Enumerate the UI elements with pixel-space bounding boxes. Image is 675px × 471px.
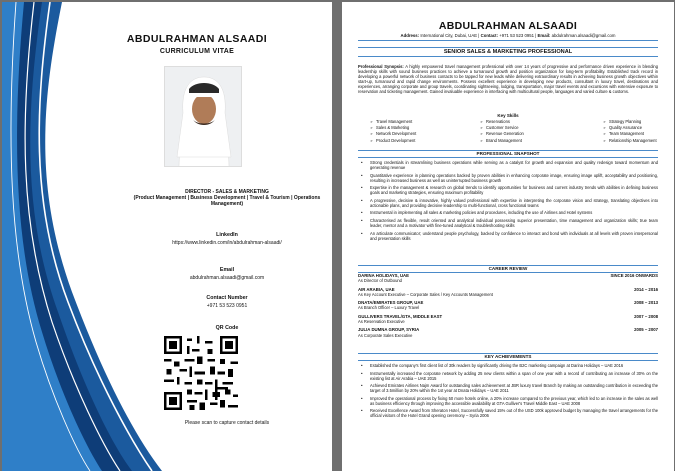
snapshot-item: • An articulate communicator; understand people psychology, backed by confidence to interact and bond with individuals at all levels with proven interpersonal and presentation skills — [358, 231, 658, 241]
skill-item: ➢ Reservations — [480, 119, 603, 125]
skill-item: ➢ Customer Service — [480, 125, 603, 131]
job-company: DARINA HOLIDAYS, UAE — [358, 273, 410, 278]
skill-item: ➢ Relationship Management — [603, 138, 663, 144]
skill-item: ➢ Sales & Marketing — [370, 125, 480, 131]
contact-block — [127, 295, 327, 309]
snapshot-item: • Quantitative experience in planning operations backed by proven abilities in enhancing corporate image, ensuring image uplift, acceptability and positioning, resulting in increased business as well as uninterrupted business growth — [358, 173, 658, 183]
profile-photo-icon — [165, 67, 242, 167]
skill-item: ➢ Revenue Generation — [480, 131, 603, 137]
skill-item: ➢ Team Management — [603, 131, 663, 137]
phone-value: +971 53 523 0951 — [499, 33, 535, 38]
email-label: Email — [219, 267, 235, 273]
email-value[interactable]: abdulrahman.alsaadi@gmail.com — [551, 33, 616, 38]
snapshot-item: • Characterised as flexible, result oriented and analytical individual possessing superior presentation, time management and organization skills; true team leader, mentor and a motivator with fine-tuned analytical & troubleshooting skills — [358, 218, 658, 228]
achievements-list — [358, 363, 658, 421]
achievement-item: • Established the company's first client list of 30k readers by significantly driving the B2C marketing campaign at Darina Holidays – UAE 2016 — [358, 363, 658, 368]
snapshot-item: • Expertise in the management & research on global trends to identify opportunities for business and current industry trends with abilities in defining business goals and marketing strategies, ensuring maximum profitability — [358, 185, 658, 195]
job-company: GULLIVERS TRAVEL/GTA, MIDDLE EAST — [358, 313, 443, 319]
job-entry — [358, 287, 658, 297]
cover-name: ABDULRAHMAN ALSAADI — [126, 33, 268, 45]
career-bar: CAREER REVIEW — [358, 265, 658, 273]
cover-page — [2, 2, 332, 471]
job-dates: 2008 – 2013 — [634, 300, 658, 306]
job-dates: 2005 – 2007 — [634, 327, 658, 333]
qr-caption: Please scan to capture contact details — [184, 420, 270, 426]
job-company: AIR ARABIA, UAE — [358, 286, 395, 292]
email-block — [127, 267, 327, 281]
key-skills-title: Key Skills — [497, 113, 519, 118]
cover-subtitle: CURRICULUM VITAE — [159, 48, 235, 55]
qr-code-icon — [164, 336, 238, 410]
achievement-item: • Instrumentally increased the corporate network by adding 25 new clients within a span of one year with a record of contributing an increase of 30% on the existing list at Air Arabia – UAE 2015 — [358, 371, 658, 381]
achievement-item: • Improved the operational process by fixing 50 more hotels online, a 20% increase compared to the previous year, which led to an increase in the sales as well as business efficiency through improving the accessible availability at GTA Gulliver's Travel Middle East – UAE 2008 — [358, 396, 658, 406]
contact-line: Address: International City, Dubai, UAE | Contact: +971 53 523 0951 | Email: abdulrahman.alsaadi@gmail.com — [400, 33, 616, 38]
address-label: Address: — [400, 33, 420, 38]
cover-role-block — [127, 189, 327, 208]
snapshot-item: • A progressive, decisive & innovative, highly valued professional with expertise in interpreting the corporate vision and strategy, translating objectives into actionable plans, and providing decisive leadership to multi-functional, cross functional teams — [358, 198, 658, 208]
snapshot-item: • Strong credentials in streamlining business operations while serving as a catalyst for growth and expansion and quality redesign toward momentum and generating revenue — [358, 160, 658, 170]
snapshot-item: • Instrumental in implementing all sales & marketing policies and procedures, including the use of Airlines and Hotel systems — [358, 210, 658, 215]
phone-number: +971 53 523 0951 — [206, 303, 248, 310]
synopsis-label: Professional Synopsis: — [358, 64, 404, 69]
cover-role: DIRECTOR - SALES & MARKETING — [185, 189, 269, 195]
header-divider — [358, 40, 658, 41]
skill-item: ➢ Product Development — [370, 138, 480, 144]
job-dates: 2014 – 2016 — [634, 286, 658, 292]
contact-label: Contact Number — [206, 295, 248, 301]
address-value: International City, Dubai, UAE — [420, 33, 478, 38]
job-entry — [358, 314, 658, 324]
headline-bar: SENIOR SALES & MARKETING PROFESSIONAL — [358, 47, 658, 57]
key-skills-grid — [370, 119, 660, 144]
achievement-item: • Received Excellence Award from Sheraton Hotel, Successfully saved 15% out of the USD 100k approved budget by managing the travel arrangements for the official visitors of the Hotel Grand opening ceremony – Syria 2006 — [358, 408, 658, 418]
job-dates: 2007 – 2008 — [634, 313, 658, 319]
linkedin-label: LinkedIn — [216, 232, 238, 238]
job-company: JULIA DUMNA GROUP, SYRIA — [358, 327, 420, 333]
achievements-bar: KEY ACHIEVEMENTS — [358, 353, 658, 361]
job-entry — [358, 327, 658, 337]
linkedin-block — [127, 232, 327, 246]
linkedin-link[interactable]: https://www.linkedin.com/in/abdulrahman-alsaadi/ — [172, 240, 282, 247]
resume-name: ABDULRAHMAN ALSAADI — [438, 20, 578, 32]
qr-block-label — [127, 325, 327, 333]
qr-label: QR Code — [215, 325, 239, 331]
job-entry — [358, 273, 658, 283]
job-role: As Key Account Executive – Corporate Sales / Key Accounts Management — [358, 291, 493, 297]
career-list — [358, 273, 658, 341]
synopsis — [358, 64, 658, 94]
synopsis-text: A highly empowered travel management professional with over 14 years of progressive and performance driven experience in blending leadership skills with sound business practices to achieve a turnaround growth and position organization for long-term profitability. Established track record in developing a powerful network of business contacts to be tapped for new leads while delivering extraordinary results in achieving business growth objectives within start-up, turnaround and rapid change environments. Possess excellent experience in developing new products, consultant in luxury travel, destinations and experiences, arranging corporate and group travels, coordinating sightseeing, lodging, transportation, major travel events and excursions with extensive exposure to reservation and ticketing management. Gained invaluable experience in interfacing with multicultural people, languages and varied culture & customs. — [358, 64, 658, 95]
skill-item: ➢ Network Development — [370, 131, 480, 137]
job-entry — [358, 300, 658, 310]
job-dates: SINCE 2016 ONWARDS — [610, 273, 658, 278]
resume-page — [342, 2, 674, 471]
email-label: Email: — [537, 33, 551, 38]
achievement-item: • Achieved Emirates Airlines Najm Award for outstanding sales achievement at JBR luxury travel Branch by making an outstanding contribution in exceeding the target of 3.5million by 20% within the 1st year at Dnata Holidays – UAE 2011 — [358, 383, 658, 393]
skill-item: ➢ Quality Assurance — [603, 125, 663, 131]
skill-item: ➢ Travel Management — [370, 119, 480, 125]
job-role: As Corporate Sales Executive — [358, 332, 413, 338]
contact-label: Contact: — [480, 33, 499, 38]
snapshot-list — [358, 160, 658, 243]
snapshot-bar: PROFESSIONAL SNAPSHOT — [358, 150, 658, 158]
email-link[interactable]: abdulrahman.alsaadi@gmail.com — [189, 275, 265, 282]
skill-item: ➢ Strategy Planning — [603, 119, 663, 125]
profile-photo — [164, 66, 242, 167]
skill-item: ➢ Brand Management — [480, 138, 603, 144]
cover-role-detail: (Product Management | Business Development | Travel & Tourism | Operations Management) — [133, 195, 321, 208]
job-role: As Branch Officer – Luxury Travel — [358, 305, 420, 311]
job-role: As Director of Outbound — [358, 278, 402, 284]
job-company: DNATA/EMIRATES GROUP, UAE — [358, 300, 424, 306]
qr-caption-block — [127, 420, 327, 426]
job-role: As Reservation Executive — [358, 318, 405, 324]
